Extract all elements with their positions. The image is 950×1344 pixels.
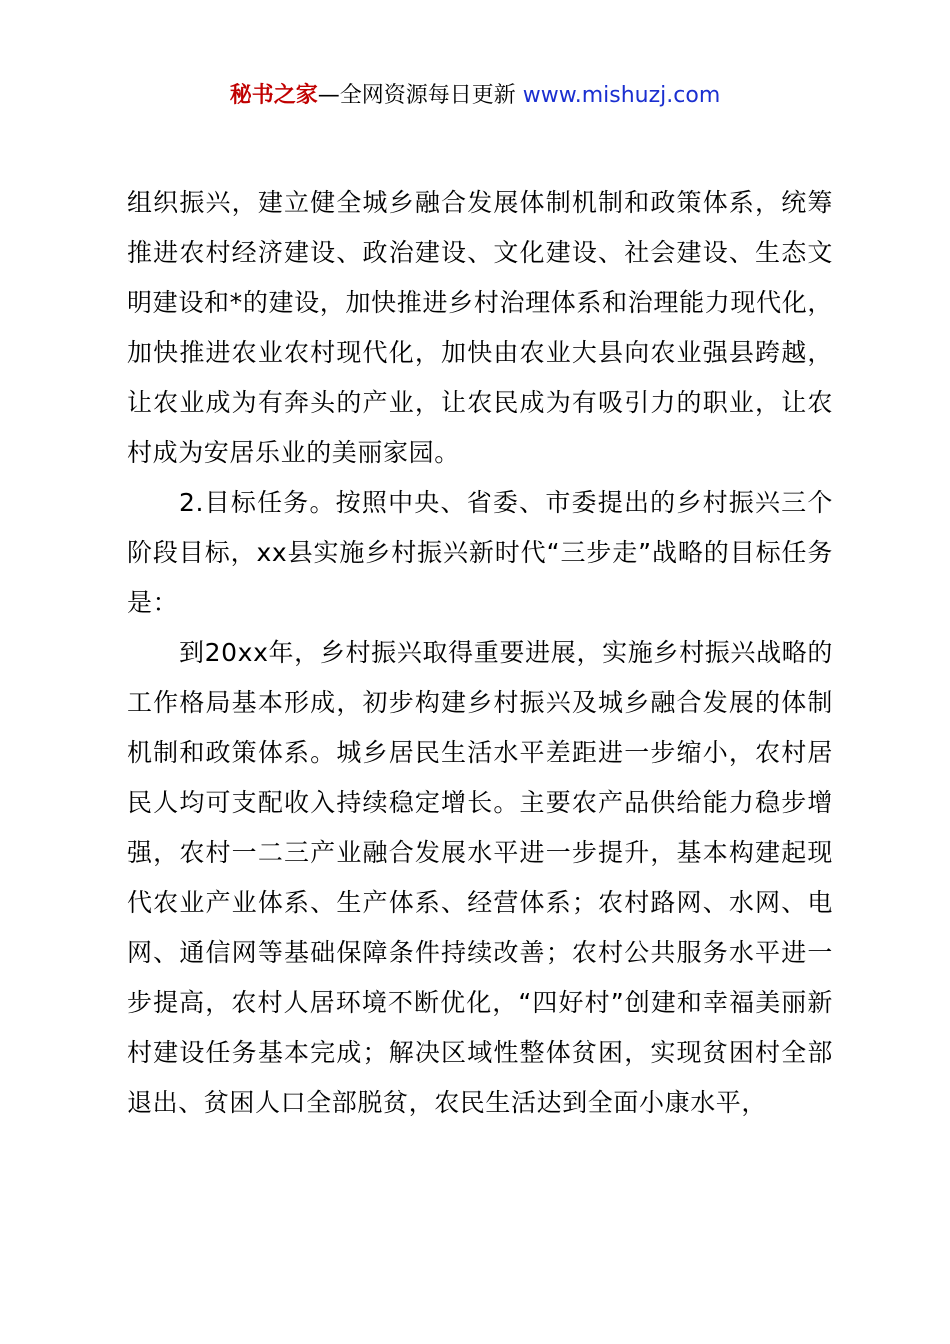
document-body [127, 178, 833, 1128]
paragraph-intro: 组织振兴，建立健全城乡融合发展体制机制和政策体系，统筹推进农村经济建设、政治建设、文化建设、社会建设、生态文明建设和*的建设，加快推进乡村治理体系和治理能力现代化，加快推进农业农村现代化，加快由农业大县向农业强县跨越，让农业成为有奔头的产业，让农民成为有吸引力的职业，让农村成为安居乐业的美丽家园。 [127, 188, 833, 467]
site-url-link[interactable]: www.mishuzj.com [522, 83, 721, 108]
paragraph-20xx-targets: 到20xx年，乡村振兴取得重要进展，实施乡村振兴战略的工作格局基本形成，初步构建乡村振兴及城乡融合发展的体制机制和政策体系。城乡居民生活水平差距进一步缩小，农村居民人均可支配收入持续稳定增长。主要农产品供给能力稳步增强，农村一二三产业融合发展水平进一步提升，基本构建起现代农业产业体系、生产体系、经营体系；农村路网、水网、电网、通信网等基础保障条件持续改善；农村公共服务水平进一步提高，农村人居环境不断优化，“四好村”创建和幸福美丽新村建设任务基本完成；解决区域性整体贫困，实现贫困村全部退出、贫困人口全部脱贫，农民生活达到全面小康水平， [127, 638, 833, 1117]
paragraph-goal-tasks: 2.目标任务。按照中央、省委、市委提出的乡村振兴三个阶段目标，xx县实施乡村振兴新时代“三步走”战略的目标任务是： [127, 488, 833, 617]
header-tagline: —全网资源每日更新 [317, 83, 523, 108]
site-header [0, 80, 950, 112]
brand-name: 秘书之家 [229, 83, 318, 108]
